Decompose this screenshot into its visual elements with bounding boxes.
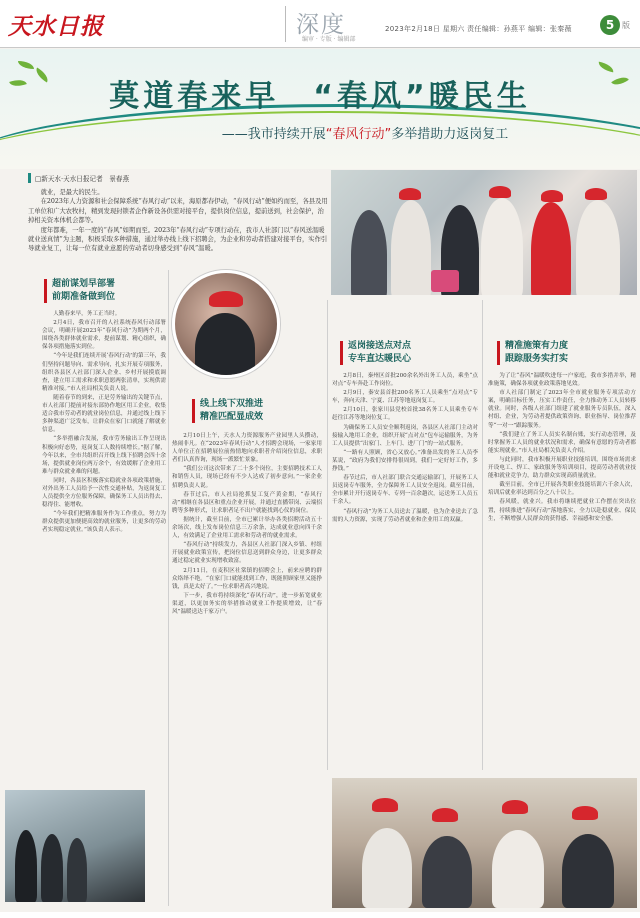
section-4-body [488, 372, 636, 772]
title-banner [0, 49, 640, 169]
photo-figure [422, 836, 472, 908]
paragraph: “今年我们把精准服务作为工作重点，努力为群众提供更加便捷高效的就业服务，让更多的劳动者实现稳定就业。”该负责人表示。 [42, 511, 166, 534]
paragraph: 2月8日，秦州区首批200余名外出务工人员，乘坐“点对点”专车奔赴工作岗位。 [332, 373, 478, 388]
photo-figure [562, 834, 614, 908]
issue-info: 2023年2月18日 星期六 责任编辑：孙燕平 编辑：张秦薇 [385, 25, 572, 33]
paragraph: 2月4日，我市召开的人社系统春风行动部署会议，明确开展2023年“春风行动”为期两个月，围绕各类群体就业需求，提前谋划、精心组织，确保各项措施落实到位。 [42, 320, 166, 351]
heading-marker [192, 399, 195, 423]
column-divider [327, 300, 328, 770]
paragraph: 2月10日，张家川县党校首批38名务工人员乘坐专车赶往江苏等地岗位复工。 [332, 407, 478, 422]
lede-paragraph: 度年都难，一年一度的“春风”如期而至。2023年“春风行动”专项行动在，我市人社部门以“春风送温暖 就业送真情”为主题，积极采取多种措施，通过举办线上线下招聘会，为企业和劳动者搭建对接平台，实作引导就业复工，让每一位有就业意愿的劳动者切身感受到“春风”温暖。 [28, 226, 328, 253]
photo-figure [351, 210, 387, 295]
photo-hat [502, 800, 528, 814]
section-heading-line: 精准施策有力度 [505, 341, 569, 351]
photo-figure [41, 834, 63, 902]
subheadline-prefix: ——我市持续开展 [221, 127, 326, 142]
paragraph: 为确保务工人员安全顺利返岗，各县区人社部门主动对接输入地用工企业，组织开展“点对点”包车运输服务，为务工人员提供“出家门、上车门、进厂门”的一站式服务。 [332, 424, 478, 447]
masthead [0, 0, 640, 48]
paragraph: 同时，各县区积极落实稳就业各项政策措施，对外出务工人员给予一次性交通补贴，为返岗复工人员提供全方位服务保障，确保务工人员出得去、稳得住、能增收。 [42, 477, 166, 509]
paragraph: 春节过后，市人社局抢抓复工复产黄金期，“春风行动”相继在各县区和重点企业开展，并通过直播带岗、云端招聘等多种形式，让求职者足不出户就能找到心仪的岗位。 [172, 491, 322, 514]
photo-figure [576, 200, 620, 295]
section-4-heading [505, 340, 625, 366]
photo-suitcase [431, 270, 459, 292]
photo-hat [489, 186, 511, 198]
paragraph: “春风行动”为务工人员送去了温暖，也为企业送去了急需的人力资源，实现了劳动者就业和企业用工的双赢。 [332, 508, 478, 523]
photo-figure [67, 838, 87, 902]
section-heading-line: 精准匹配显成效 [200, 412, 264, 422]
column-divider [482, 300, 483, 770]
paragraph: “春风行动”持续发力，各县区人社部门深入乡镇、村组开展就业政策宣传，把岗位信息送到群众身边，让更多群众通过稳定就业实现增收致富。 [172, 542, 322, 565]
photo-figure [492, 830, 544, 908]
paragraph: “多举措融合发展，我市劳务输出工作呈现出积极向好态势，返岗复工人数持续增长。”据了解，今年以来，全市共组织召开线上线下招聘会四十余场，提供就业岗位两万余个，有效缓解了企业用工难与群众就业难的问题。 [42, 436, 166, 475]
section-heading-line: 返岗接送点对点 [348, 341, 412, 351]
photo-figure [15, 830, 37, 902]
photo-figure [481, 198, 523, 295]
paragraph: 随着春节的到来，正是劳务输出的关键节点，市人社部门提前对接东部协作地区用工企业，收集适合我市劳动者的就业岗位信息，并通过线上线下多种渠道广泛发布，让群众在家门口就能了解就业信息。 [42, 394, 166, 434]
paragraph: “我们公司这次带来了二十多个岗位，主要招聘技术工人和销售人员，现场已经有不少人达成了初步意向。”一家企业招聘负责人说。 [172, 466, 322, 489]
photo-hat [399, 188, 421, 200]
paragraph: 春风暖，就业兴。我市将继续把就业工作摆在突出位置，持续推进“春风行动”落地落实，全力以赴稳就业、保民生，不断增强人民群众的获得感、幸福感和安全感。 [488, 499, 636, 522]
paragraph: 市人社部门制定了2023年全市就业服务专项活动方案，明确目标任务，压实工作责任，全力推动务工人员转移就业。同时，各级人社部门组建了就业服务专员队伍，深入村组、企业，为劳动者提供政策咨询、职业指导、岗位推荐等“一对一”跟踪服务。 [488, 390, 636, 429]
lede-paragraph: 在2023年人力资源和社会保障系统“春风行动”以来，海原都春伊动，“春风行动”便如约而至，各县及用工单位和广大农牧村，精到发现封锁者企作新设各供需对接平台，提供岗位信息，提前送到，社会保护，治掉相关资本体机会都等。 [28, 198, 328, 225]
heading-marker [340, 341, 343, 365]
page-number-badge: 5 [600, 15, 620, 35]
section-heading-line: 专车直达暖民心 [348, 354, 412, 364]
masthead-divider [285, 6, 286, 42]
subheadline-suffix: 多举措助力返岗复工 [391, 127, 509, 142]
hero-photo [331, 170, 637, 295]
section-3-heading [348, 340, 468, 366]
paragraph: 春节过后，市人社部门联合交通运输部门，开展务工人员返岗专车服务，全力保障务工人员安全返岗。截至目前，全市累计开行返岗专车、专列一百余趟次，运送务工人员五千余人。 [332, 475, 478, 506]
photo-figure [362, 828, 412, 908]
heading-marker [497, 341, 500, 365]
bottom-photo [332, 778, 637, 908]
paragraph: 据统计，截至目前，全市已累计举办各类招聘活动五十余场次，线上发布岗位信息三万余条，达成就业意向四千余人，有效满足了企业用工需求和劳动者的就业需求。 [172, 516, 322, 540]
leaf-icon [18, 61, 34, 69]
section-1-heading [52, 278, 162, 304]
paragraph: 2月9日，秦安县首批200名务工人员乘坐“点对点”专车，奔向天津、宁夏、江苏等地返岗复工。 [332, 390, 478, 405]
left-photo [5, 790, 145, 902]
paragraph: “我们建立了务工人员实名制台账，实行动态管理，及时掌握务工人员的就业状况和需求，确保有意愿的劳动者都能实现就业。”市人社局相关负责人介绍。 [488, 431, 636, 454]
byline: □新天水·天水日报记者 景春燕 [28, 173, 328, 183]
paragraph: “一路有人照顾，省心又放心。”准备出发的务工人员李某说，“政府为我们安排得很周到，我们一定好好工作，多挣钱。” [332, 449, 478, 473]
photo-hat [572, 806, 598, 820]
lede-paragraph: 就业，是最大的民生。 [40, 189, 104, 196]
section-heading-line: 线上线下双推进 [200, 399, 264, 409]
paragraph: 2月10日上午，天水人力资源服务产业园里人头攒动，热闹非凡。在“2023年春风行动”人才招聘会现场，一家家用人单位正在招聘展位前热情地向求职者介绍岗位信息，求职者们认真咨询，现场一派繁忙景象。 [172, 433, 322, 464]
circle-photo [172, 270, 280, 378]
section-3-body [332, 372, 478, 772]
photo-figure [531, 202, 571, 295]
paragraph: 为了让“春风”温暖吹进每一户家庭，我市多措并举，精准施策，确保各项就业政策落地见效。 [488, 373, 636, 388]
paragraph: 下一步，我市将持续深化“春风行动”，进一步拓宽就业渠道，以更加务实的举措推动就业工作提质增效，让“春风”温暖送达千家万户。 [172, 592, 322, 615]
section-2-body [172, 432, 322, 908]
paragraph: “今年是我们连续开展‘春风行动’的第三年，我们坚持问题导向、需求导向，扎实开展专项服务，组织各县区人社部门深入企业、乡村开展摸底调查，建立用工需求和求职意愿两张清单，实现供需精准对接。”市人社局相关负责人说。 [42, 353, 166, 392]
column-divider [168, 270, 169, 906]
editor-line: 编审 · 专版 · 编辑部 [302, 36, 356, 43]
paragraph: 与此同时，我市积极开展职业技能培训，围绕市场需求开设电工、焊工、家政服务等培训项目，提高劳动者就业技能和就业竞争力，助力群众实现高质量就业。 [488, 456, 636, 480]
edition-label: 版 [622, 21, 630, 30]
photo-figure [391, 200, 431, 295]
headline: 莫道春来早 “春风”暖民生 [109, 79, 531, 114]
lede-box [28, 173, 328, 253]
section-heading-line: 跟踪服务实打实 [505, 354, 569, 364]
section-heading-line: 前期准备做到位 [52, 292, 116, 302]
heading-marker [44, 279, 47, 303]
photo-hat [541, 190, 563, 202]
photo-hat [432, 808, 458, 822]
subheadline-highlight: “春风行动” [325, 127, 392, 142]
page-footer [0, 912, 640, 918]
paragraph: 2月11日，在麦积区社棠镇的招聘会上，前来应聘的群众络绎不绝。“在家门口就能找到工作，既能照顾家里又能挣钱，真是太好了。”一位求职者高兴地说。 [172, 567, 322, 590]
photo-hat [585, 188, 607, 200]
paragraph: 截至目前，全市已开展各类职业技能培训六千余人次，培训后就业率达到百分之八十以上。 [488, 482, 636, 497]
subheadline [0, 123, 640, 142]
photo-figure [195, 313, 255, 378]
paragraph: 人勤春来早，务工正当时。 [53, 311, 121, 317]
newspaper-logo[interactable]: 天水日报 [8, 13, 104, 40]
section-1-body [42, 310, 166, 780]
photo-hat [372, 798, 398, 812]
section-name: 深度 [296, 12, 346, 38]
section-2-heading [200, 398, 320, 424]
photo-hat [209, 291, 243, 307]
section-heading-line: 超前谋划早部署 [52, 279, 116, 289]
